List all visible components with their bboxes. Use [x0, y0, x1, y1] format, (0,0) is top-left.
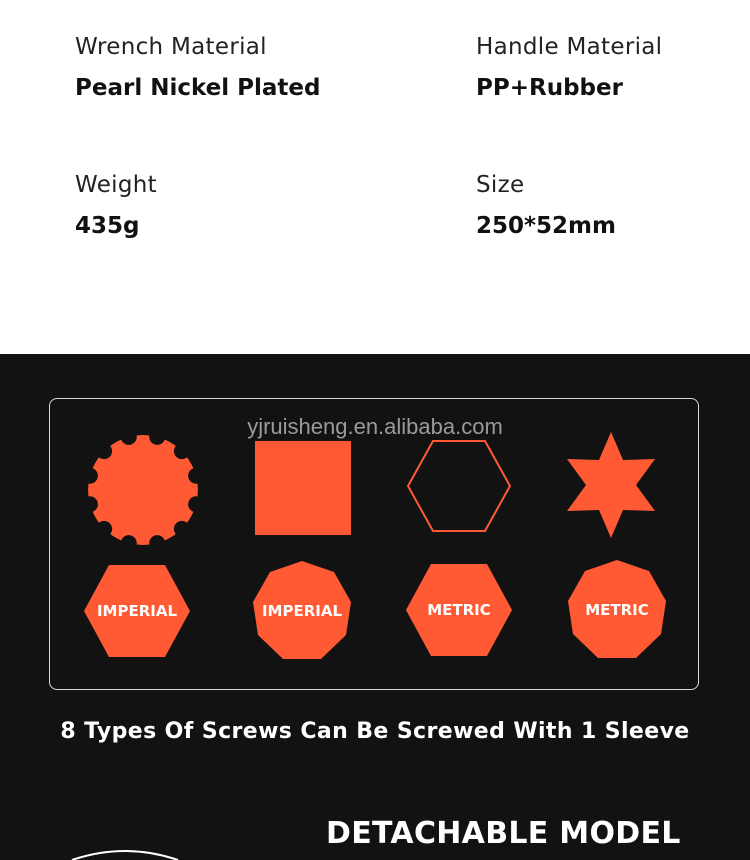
- spec-value: Pearl Nickel Plated: [75, 75, 321, 101]
- spline-gear-body: [88, 435, 198, 545]
- spec-handle-material: [476, 33, 750, 102]
- spec-label: Wrench Material: [75, 34, 267, 60]
- metric-hex-badge: [404, 562, 514, 658]
- spec-wrench-material: [75, 33, 375, 102]
- product-outline-arc-icon: [70, 848, 180, 860]
- spec-size: [476, 171, 750, 240]
- square-drive-icon: [254, 440, 352, 536]
- spec-label: Size: [476, 172, 525, 198]
- spline-gear-icon: [86, 433, 200, 547]
- specs-section: [0, 0, 750, 354]
- badge-label: IMPERIAL: [96, 602, 178, 620]
- badge-label: METRIC: [427, 601, 491, 619]
- watermark: yjruisheng.en.alibaba.com: [247, 414, 503, 439]
- metric-octagon-badge: [566, 559, 668, 661]
- imperial-hex-badge: [82, 563, 192, 659]
- badge-label: IMPERIAL: [261, 602, 343, 620]
- screw-types-section: [0, 354, 750, 860]
- torx-star-icon: [565, 432, 657, 538]
- section-title: DETACHABLE MODEL: [326, 816, 681, 851]
- spec-value: PP+Rubber: [476, 75, 623, 101]
- spec-weight: [75, 171, 375, 240]
- spec-value: 250*52mm: [476, 213, 616, 239]
- badge-label: METRIC: [585, 601, 649, 619]
- imperial-octagon-badge: [251, 560, 353, 662]
- screw-types-caption: 8 Types Of Screws Can Be Screwed With 1 Sleeve: [60, 719, 690, 744]
- hex-outline-icon: [405, 438, 513, 534]
- spec-label: Handle Material: [476, 34, 663, 60]
- spec-value: 435g: [75, 213, 140, 239]
- spec-label: Weight: [75, 172, 157, 198]
